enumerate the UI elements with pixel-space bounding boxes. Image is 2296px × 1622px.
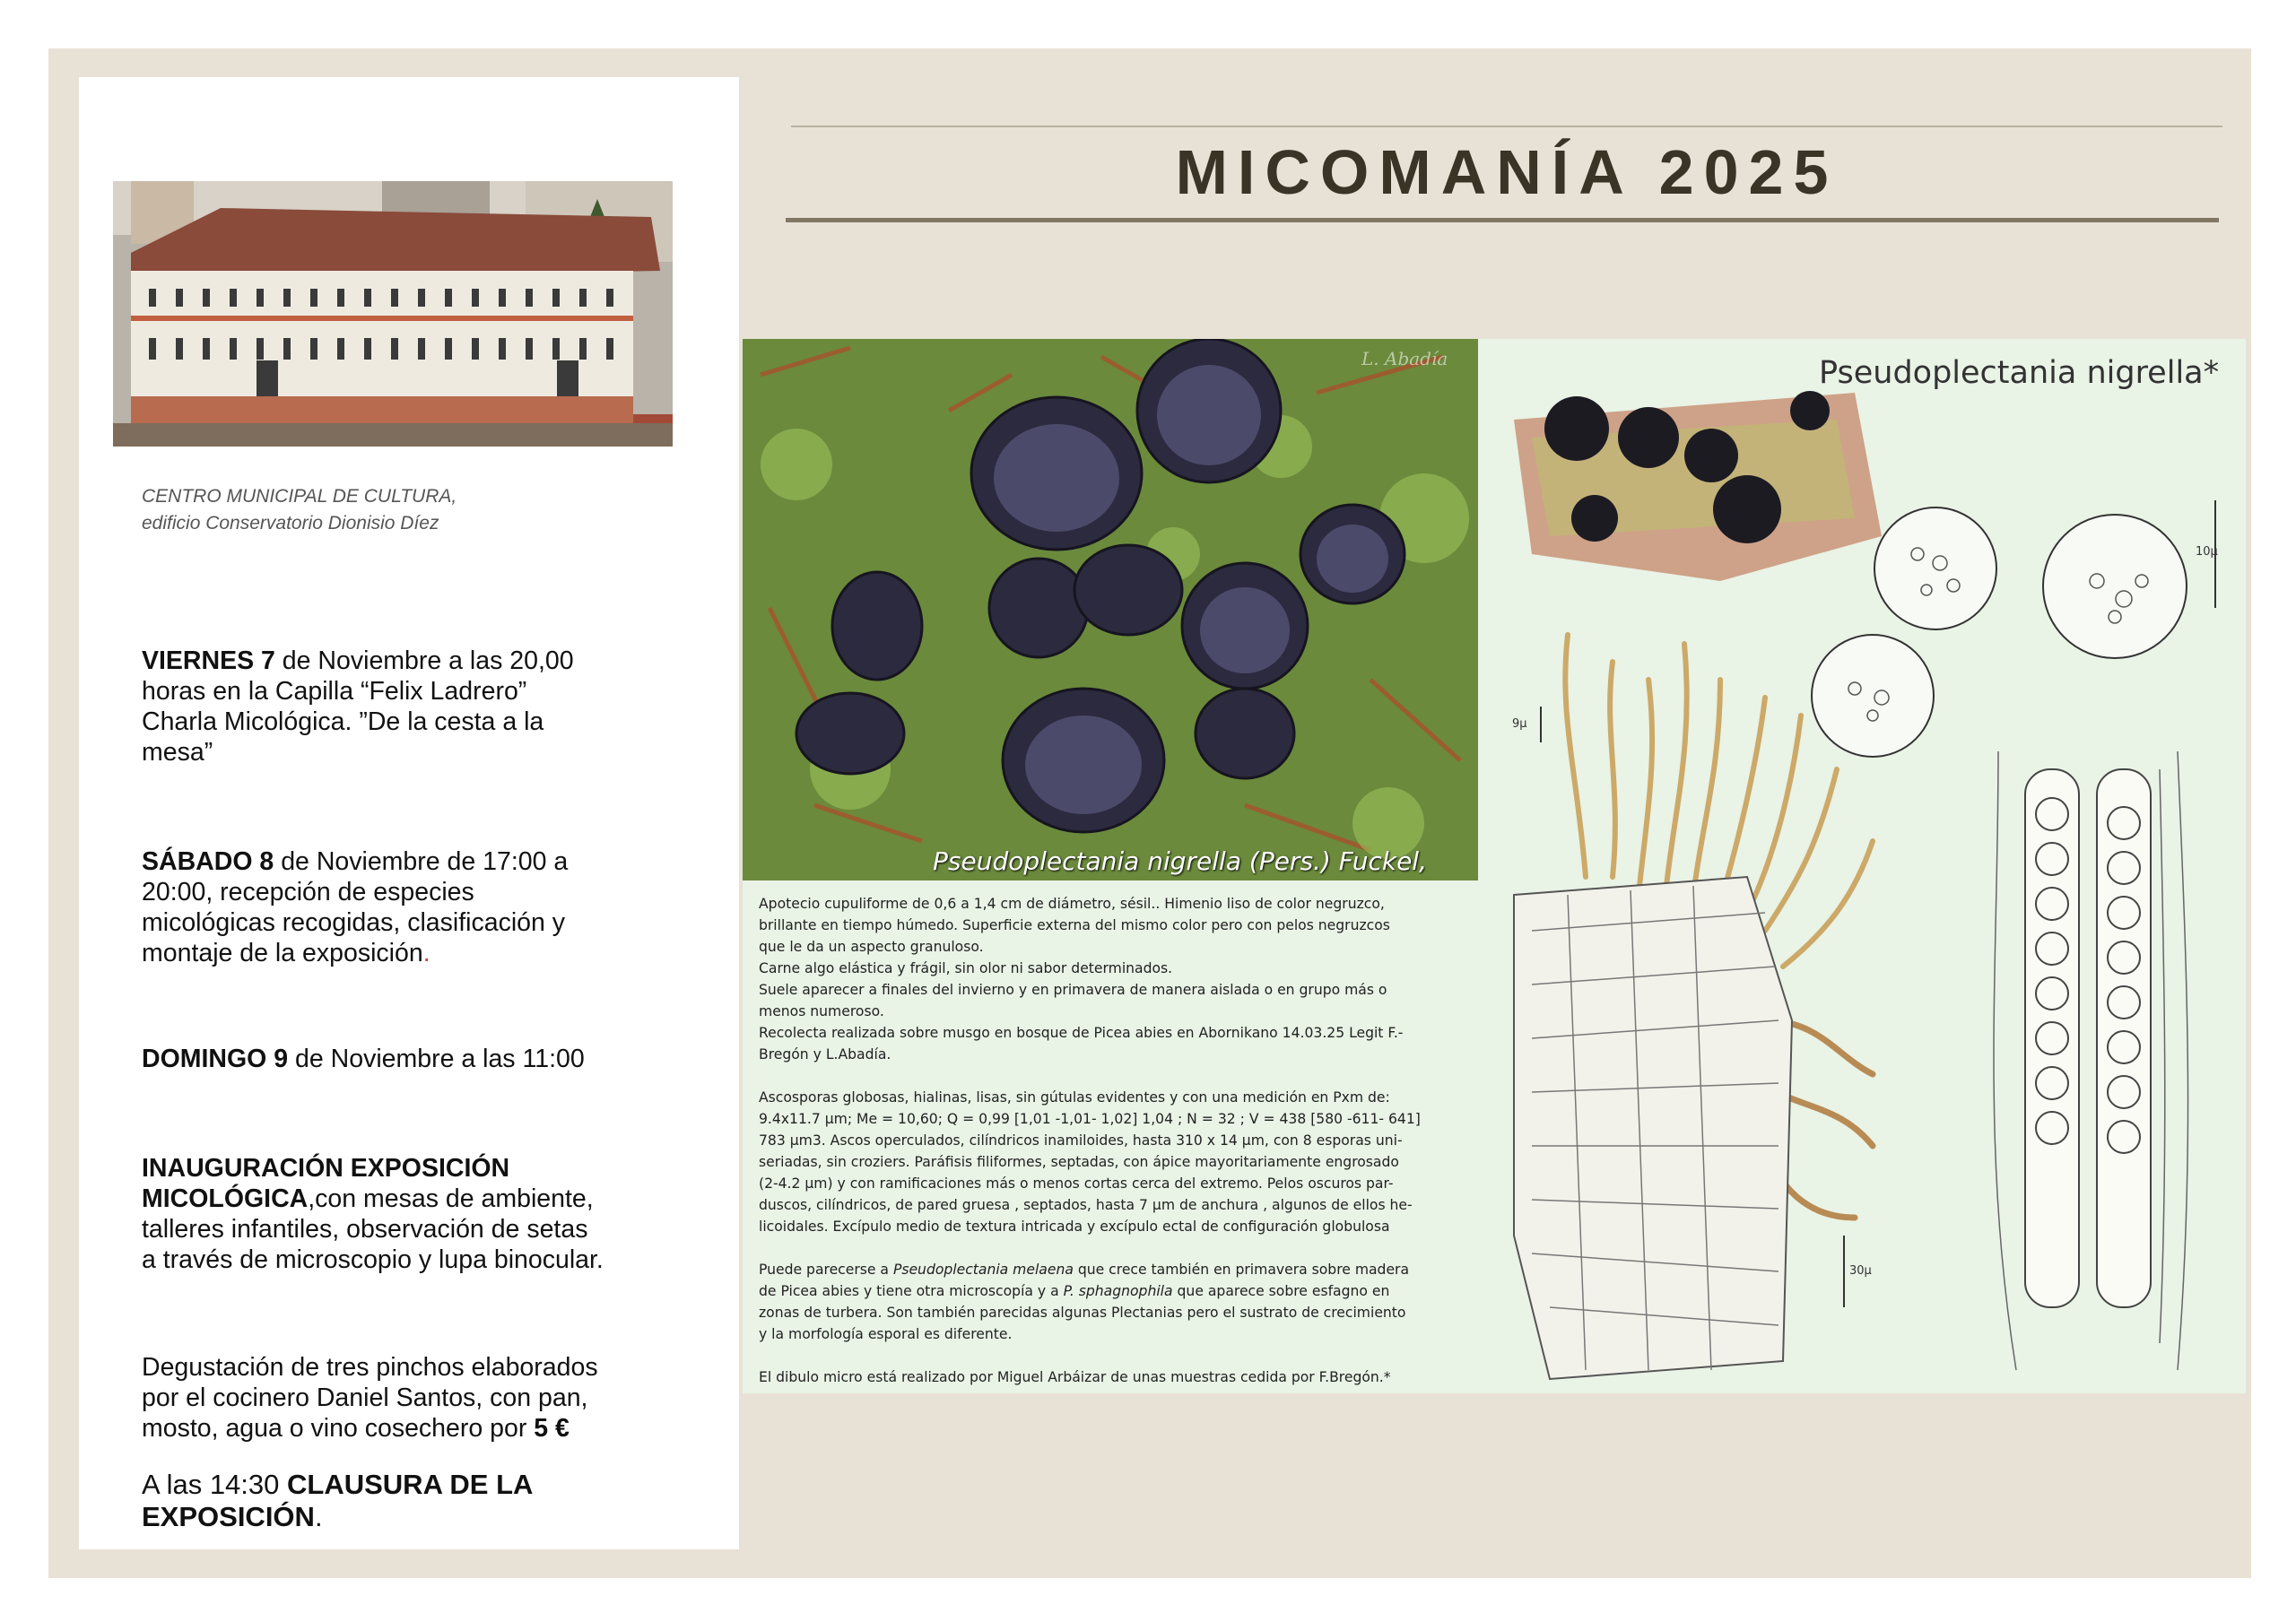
desc-p3-text: que crece también en primavera sobre madera <box>1073 1262 1410 1278</box>
desc-p3-species: Pseudoplectania melaena <box>892 1262 1074 1278</box>
desc-p2-line: licoidales. Excípulo medio de textura intricada y excípulo ectal de configuración globulosa <box>759 1219 1390 1235</box>
event-inauguracion-line4: a través de microscopio y lupa binocular. <box>142 1245 604 1274</box>
event-degustacion-line3: mosto, agua o vino cosechero por <box>142 1414 535 1443</box>
event-inauguracion-title2: MICOLÓGICA <box>142 1184 309 1213</box>
desc-p1-line: que le da un aspecto granuloso. <box>759 939 984 955</box>
scale-label-10: 10µ <box>2196 545 2218 559</box>
event-sabado-line4: montaje de la exposición <box>142 939 423 967</box>
event-viernes-line3: Charla Micológica. ”De la cesta a la <box>142 707 544 736</box>
desc-p2-line: 9.4x11.7 µm; Me = 10,60; Q = 0,99 [1,01 -1,01- 1,02] 1,04 ; N = 32 ; V = 438 [580 -611- 641] <box>759 1111 1421 1127</box>
desc-p1-line: Carne algo elástica y frágil, sin olor ni sabor determinados. <box>759 960 1173 976</box>
desc-p1-line: brillante en tiempo húmedo. Superficie externa del mismo color pero con pelos negruzcos <box>759 917 1390 933</box>
desc-p1-line: Suele aparecer a finales del invierno y en primavera de manera aislada o en grupo más o <box>759 982 1387 998</box>
desc-p3-line: zonas de turbera. Son también parecidas algunas Plectanias pero el sustrato de crecimiento <box>759 1305 1406 1321</box>
title-rule-top <box>791 126 2222 127</box>
venue-line-2: edificio Conservatorio Dionisio Díez <box>142 513 439 533</box>
desc-p2-line: 783 µm3. Ascos operculados, cilíndricos inamiloides, hasta 310 x 14 µm, con 8 esporas uni- <box>759 1132 1403 1149</box>
event-viernes-line4: mesa” <box>142 738 213 767</box>
event-sabado <box>142 846 698 968</box>
event-clausura-title: CLAUSURA DE LA <box>287 1469 534 1500</box>
event-inauguracion <box>142 1153 698 1275</box>
event-sabado-day: SÁBADO 8 <box>142 847 274 876</box>
desc-p1-line: Apotecio cupuliforme de 0,6 a 1,4 cm de diámetro, sésil.. Himenio liso de color negruzco, <box>759 896 1385 912</box>
desc-p2-line: (2-4.2 µm) y con ramificaciones más o menos cortas cerca del extremo. Pelos oscuros par- <box>759 1175 1394 1192</box>
building-photo <box>113 181 673 447</box>
event-domingo <box>142 1044 698 1074</box>
event-sabado-mark: . <box>422 939 430 967</box>
desc-p3-text: que aparece sobre esfagno en <box>1172 1283 1390 1299</box>
species-label: Pseudoplectania nigrella* <box>1819 355 2220 391</box>
page-title: MICOMANÍA 2025 <box>1175 137 1839 207</box>
scale-label-30: 30µ <box>1849 1264 1872 1278</box>
event-inauguracion-title: INAUGURACIÓN EXPOSICIÓN <box>142 1154 510 1183</box>
event-viernes-line1: de Noviembre a las 20,00 <box>274 646 574 675</box>
desc-p3-line <box>759 1259 1476 1280</box>
desc-p1-line: Bregón y L.Abadía. <box>759 1046 891 1063</box>
desc-p3-line <box>759 1280 1476 1302</box>
event-viernes <box>142 646 698 768</box>
scale-label-9: 9µ <box>1512 717 1527 731</box>
desc-p1-line: menos numeroso. <box>759 1003 884 1019</box>
desc-p2-line: duscos, cilíndricos, de pared gruesa , septados, hasta 7 µm de anchura , algunos de ellos he- <box>759 1197 1413 1213</box>
species-description <box>759 893 1476 1388</box>
desc-p3-text: Puede parecerse a <box>759 1262 893 1278</box>
mushroom-photo <box>743 339 1478 880</box>
desc-p3-species: P. sphagnophila <box>1063 1283 1173 1299</box>
venue-line-1: CENTRO MUNICIPAL DE CULTURA, <box>142 486 457 507</box>
desc-p2-line: seriadas, sin croziers. Paráfisis filiformes, septadas, con ápice mayoritariamente engrosado <box>759 1154 1399 1170</box>
microscopy-drawing <box>1496 339 2246 1393</box>
event-degustacion-line2: por el cocinero Daniel Santos, con pan, <box>142 1383 588 1412</box>
event-clausura <box>142 1469 698 1533</box>
event-inauguracion-line2: ,con mesas de ambiente, <box>308 1184 594 1213</box>
event-degustacion <box>142 1352 698 1444</box>
event-sabado-line3: micológicas recogidas, clasificación y <box>142 908 566 937</box>
event-clausura-prefix: A las 14:30 <box>142 1469 288 1500</box>
event-domingo-day: DOMINGO 9 <box>142 1045 289 1073</box>
event-viernes-day: VIERNES 7 <box>142 646 275 675</box>
species-card <box>743 339 2246 1393</box>
desc-p2-line: Ascosporas globosas, hialinas, lisas, sin gútulas evidentes y con una medición en Pxm de: <box>759 1089 1390 1106</box>
event-clausura-title2: EXPOSICIÓN <box>142 1501 315 1532</box>
event-sabado-line2: 20:00, recepción de especies <box>142 878 474 906</box>
photo-credit: L. Abadía <box>1361 348 1448 369</box>
venue-caption <box>142 483 698 537</box>
event-degustacion-line1: Degustación de tres pinchos elaborados <box>142 1353 598 1382</box>
schedule-panel <box>79 77 739 1549</box>
event-clausura-suffix: . <box>314 1501 323 1532</box>
event-sabado-line1: de Noviembre de 17:00 a <box>274 847 569 876</box>
photo-caption: Pseudoplectania nigrella (Pers.) Fuckel, <box>933 846 1427 876</box>
title-rule-bottom <box>786 218 2219 222</box>
event-viernes-line2: horas en la Capilla “Felix Ladrero” <box>142 677 527 706</box>
desc-p4-line: El dibulo micro está realizado por Miguel Arbáizar de unas muestras cedida por F.Bregón.* <box>759 1369 1391 1385</box>
event-inauguracion-line3: talleres infantiles, observación de setas <box>142 1215 588 1244</box>
desc-p1-line: Recolecta realizada sobre musgo en bosque de Picea abies en Abornikano 14.03.25 Legit F.- <box>759 1025 1404 1041</box>
desc-p3-line: y la morfología esporal es diferente. <box>759 1326 1013 1342</box>
event-domingo-line1: de Noviembre a las 11:00 <box>288 1045 585 1073</box>
desc-p3-text: de Picea abies y tiene otra microscopía y a <box>759 1283 1064 1299</box>
event-degustacion-price: 5 € <box>534 1414 570 1443</box>
